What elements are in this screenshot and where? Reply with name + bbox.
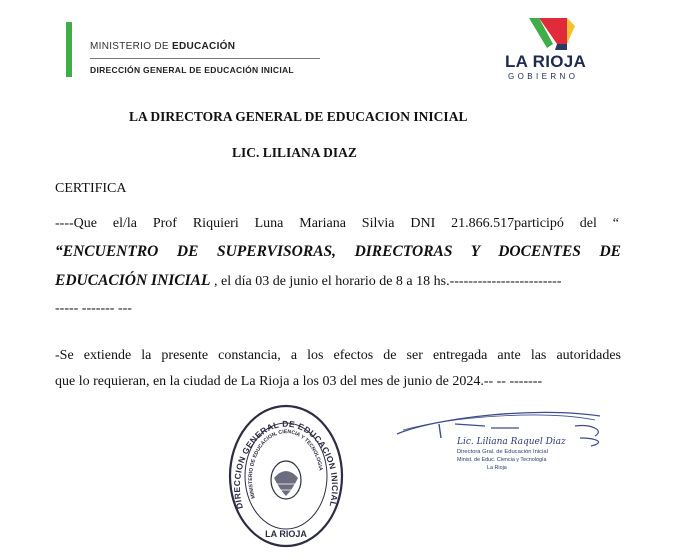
certificate-line-4: ----- ------- --- [55,301,132,316]
event-name-line-1: “ENCUENTRO DE SUPERVISORAS, DIRECTORAS Y DOCENTES DE [55,243,621,260]
document-title: LA DIRECTORA GENERAL DE EDUCACION INICIAL [129,109,468,124]
signature-ministry: Minist. de Educ. Ciencia y Tecnología [457,457,547,463]
constancia-line-1: -Se extiende la presente constancia, a los efectos de ser entregada ante las autoridades [55,348,621,363]
event-name-line-2: EDUCACIÓN INICIAL [55,272,211,289]
logo-subtitle: GOBIERNO [508,72,579,81]
stamp-bottom-text: LA RIOJA [265,529,307,539]
event-date-text: , el día 03 de junio el horario de 8 a 18 hs.------------------------ [210,274,562,289]
ministry-name: MINISTERIO DE EDUCACIÓN [90,41,236,52]
certificate-line-1: ----Que el/la Prof Riquieri Luna Mariana Silvia DNI 21.866.517participó del “ [55,216,619,231]
event-date-line [55,272,561,291]
director-name: LIC. LILIANA DIAZ [232,145,357,160]
header-green-bar [66,22,72,77]
stamp-inner-text: MINISTERIO DE EDUCACION, CIENCIA Y TECNOLOGIA [247,429,324,500]
signature-city: La Rioja [487,465,507,471]
signature-icon [395,400,620,475]
official-stamp-icon [225,400,345,555]
constancia-line-2: que lo requieran, en la ciudad de La Rioja a los 03 del mes de junio de 2024.-- -- ------- [55,374,543,389]
stamp-outer-text: DIRECCION GENERAL DE EDUCACION INICIAL [231,418,341,511]
certifica-label: CERTIFICA [55,181,127,196]
logo-name: LA RIOJA [505,52,587,71]
header-divider [90,58,320,59]
signature-name: Lic. Liliana Raquel Diaz [457,437,566,447]
signature-role: Directora Gral. de Educación Inicial [457,449,548,455]
direction-name: DIRECCIÓN GENERAL DE EDUCACIÓN INICIAL [90,65,294,75]
